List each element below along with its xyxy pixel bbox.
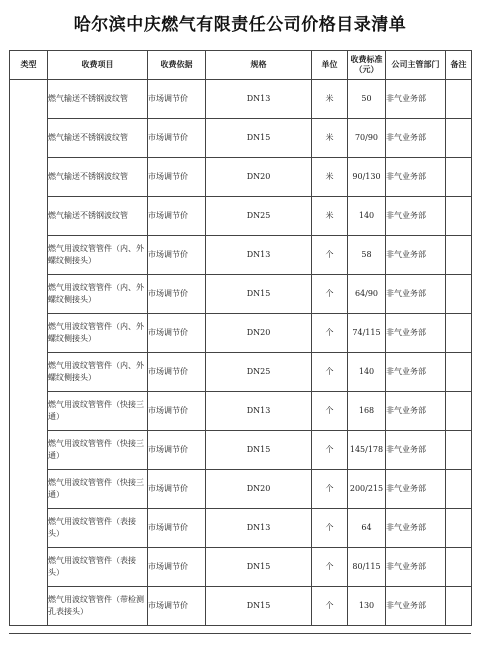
unit-cell: 个 (312, 587, 348, 626)
spec-cell: DN15 (206, 119, 312, 158)
basis-cell: 市场调节价 (148, 353, 206, 392)
unit-cell: 个 (312, 236, 348, 275)
item-cell: 燃气用波纹管管件（带检测孔表接头） (48, 587, 148, 626)
dept-cell: 非气业务部 (386, 314, 446, 353)
spec-cell: DN25 (206, 353, 312, 392)
unit-cell: 个 (312, 548, 348, 587)
table-row (10, 314, 472, 353)
table-header-row (10, 51, 472, 80)
table-row (10, 431, 472, 470)
note-cell (446, 197, 472, 236)
item-cell: 燃气用波纹管管件（表接头） (48, 509, 148, 548)
unit-cell: 个 (312, 275, 348, 314)
table-row (10, 197, 472, 236)
table-row (10, 509, 472, 548)
header-type: 类型 (10, 51, 48, 80)
unit-cell: 个 (312, 431, 348, 470)
basis-cell: 市场调节价 (148, 587, 206, 626)
price-cell: 74/115 (348, 314, 386, 353)
header-note: 备注 (446, 51, 472, 80)
spec-cell: DN20 (206, 470, 312, 509)
note-cell (446, 392, 472, 431)
unit-cell: 个 (312, 509, 348, 548)
item-cell: 燃气用波纹管管件（内、外螺纹侧接头） (48, 353, 148, 392)
table-row (10, 353, 472, 392)
dept-cell: 非气业务部 (386, 275, 446, 314)
dept-cell: 非气业务部 (386, 509, 446, 548)
unit-cell: 米 (312, 197, 348, 236)
price-cell: 140 (348, 197, 386, 236)
header-basis: 收费依据 (148, 51, 206, 80)
price-cell: 168 (348, 392, 386, 431)
dept-cell: 非气业务部 (386, 197, 446, 236)
basis-cell: 市场调节价 (148, 548, 206, 587)
header-dept: 公司主管部门 (386, 51, 446, 80)
dept-cell: 非气业务部 (386, 548, 446, 587)
dept-cell: 非气业务部 (386, 353, 446, 392)
basis-cell: 市场调节价 (148, 275, 206, 314)
spec-cell: DN15 (206, 587, 312, 626)
unit-cell: 个 (312, 353, 348, 392)
unit-cell: 米 (312, 158, 348, 197)
spec-cell: DN13 (206, 392, 312, 431)
basis-cell: 市场调节价 (148, 80, 206, 119)
item-cell: 燃气输送不锈钢波纹管 (48, 158, 148, 197)
note-cell (446, 431, 472, 470)
spec-cell: DN15 (206, 548, 312, 587)
basis-cell: 市场调节价 (148, 509, 206, 548)
basis-cell: 市场调节价 (148, 119, 206, 158)
item-cell: 燃气输送不锈钢波纹管 (48, 119, 148, 158)
basis-cell: 市场调节价 (148, 314, 206, 353)
basis-cell: 市场调节价 (148, 158, 206, 197)
dept-cell: 非气业务部 (386, 392, 446, 431)
spec-cell: DN25 (206, 197, 312, 236)
header-price-line1: 收费标准 (350, 55, 383, 64)
price-cell: 140 (348, 353, 386, 392)
unit-cell: 米 (312, 80, 348, 119)
dept-cell: 非气业务部 (386, 470, 446, 509)
basis-cell: 市场调节价 (148, 431, 206, 470)
dept-cell: 非气业务部 (386, 431, 446, 470)
dept-cell: 非气业务部 (386, 80, 446, 119)
item-cell: 燃气输送不锈钢波纹管 (48, 80, 148, 119)
note-cell (446, 80, 472, 119)
item-cell: 燃气用波纹管管件（表接头） (48, 548, 148, 587)
header-unit: 单位 (312, 51, 348, 80)
table-row (10, 392, 472, 431)
table-row (10, 236, 472, 275)
price-cell: 58 (348, 236, 386, 275)
price-cell: 90/130 (348, 158, 386, 197)
note-cell (446, 353, 472, 392)
spec-cell: DN15 (206, 275, 312, 314)
table-row (10, 158, 472, 197)
item-cell: 燃气用波纹管管件（快接三通） (48, 392, 148, 431)
dept-cell: 非气业务部 (386, 236, 446, 275)
price-table (9, 50, 472, 626)
price-cell: 50 (348, 80, 386, 119)
table-row (10, 275, 472, 314)
note-cell (446, 314, 472, 353)
dept-cell: 非气业务部 (386, 119, 446, 158)
item-cell: 燃气输送不锈钢波纹管 (48, 197, 148, 236)
type-cell (10, 80, 48, 626)
table-row (10, 80, 472, 119)
item-cell: 燃气用波纹管管件（内、外螺纹侧接头） (48, 314, 148, 353)
spec-cell: DN13 (206, 236, 312, 275)
header-spec: 规格 (206, 51, 312, 80)
spec-cell: DN13 (206, 80, 312, 119)
item-cell: 燃气用波纹管管件（快接三通） (48, 431, 148, 470)
spec-cell: DN20 (206, 314, 312, 353)
note-cell (446, 275, 472, 314)
price-cell: 64 (348, 509, 386, 548)
note-cell (446, 119, 472, 158)
price-cell: 130 (348, 587, 386, 626)
note-cell (446, 470, 472, 509)
price-cell: 145/178 (348, 431, 386, 470)
header-price (348, 51, 386, 80)
table-row (10, 548, 472, 587)
note-cell (446, 509, 472, 548)
spec-cell: DN20 (206, 158, 312, 197)
note-cell (446, 587, 472, 626)
unit-cell: 个 (312, 470, 348, 509)
dept-cell: 非气业务部 (386, 158, 446, 197)
table-row (10, 119, 472, 158)
price-cell: 80/115 (348, 548, 386, 587)
spec-cell: DN15 (206, 431, 312, 470)
item-cell: 燃气用波纹管管件（内、外螺纹侧接头） (48, 275, 148, 314)
table-row (10, 470, 472, 509)
item-cell: 燃气用波纹管管件（内、外螺纹侧接头） (48, 236, 148, 275)
note-cell (446, 158, 472, 197)
spec-cell: DN13 (206, 509, 312, 548)
item-cell: 燃气用波纹管管件（快接三通） (48, 470, 148, 509)
table-body (10, 80, 472, 626)
unit-cell: 个 (312, 392, 348, 431)
page-title: 哈尔滨中庆燃气有限责任公司价格目录清单 (73, 15, 407, 35)
table-row (10, 587, 472, 626)
note-cell (446, 236, 472, 275)
price-cell: 64/90 (348, 275, 386, 314)
page-bottom-rule (9, 633, 471, 634)
price-cell: 70/90 (348, 119, 386, 158)
unit-cell: 米 (312, 119, 348, 158)
dept-cell: 非气业务部 (386, 587, 446, 626)
basis-cell: 市场调节价 (148, 236, 206, 275)
basis-cell: 市场调节价 (148, 470, 206, 509)
header-item: 收费项目 (48, 51, 148, 80)
price-cell: 200/215 (348, 470, 386, 509)
header-price-line2: （元） (354, 65, 379, 74)
note-cell (446, 548, 472, 587)
unit-cell: 个 (312, 314, 348, 353)
basis-cell: 市场调节价 (148, 392, 206, 431)
basis-cell: 市场调节价 (148, 197, 206, 236)
